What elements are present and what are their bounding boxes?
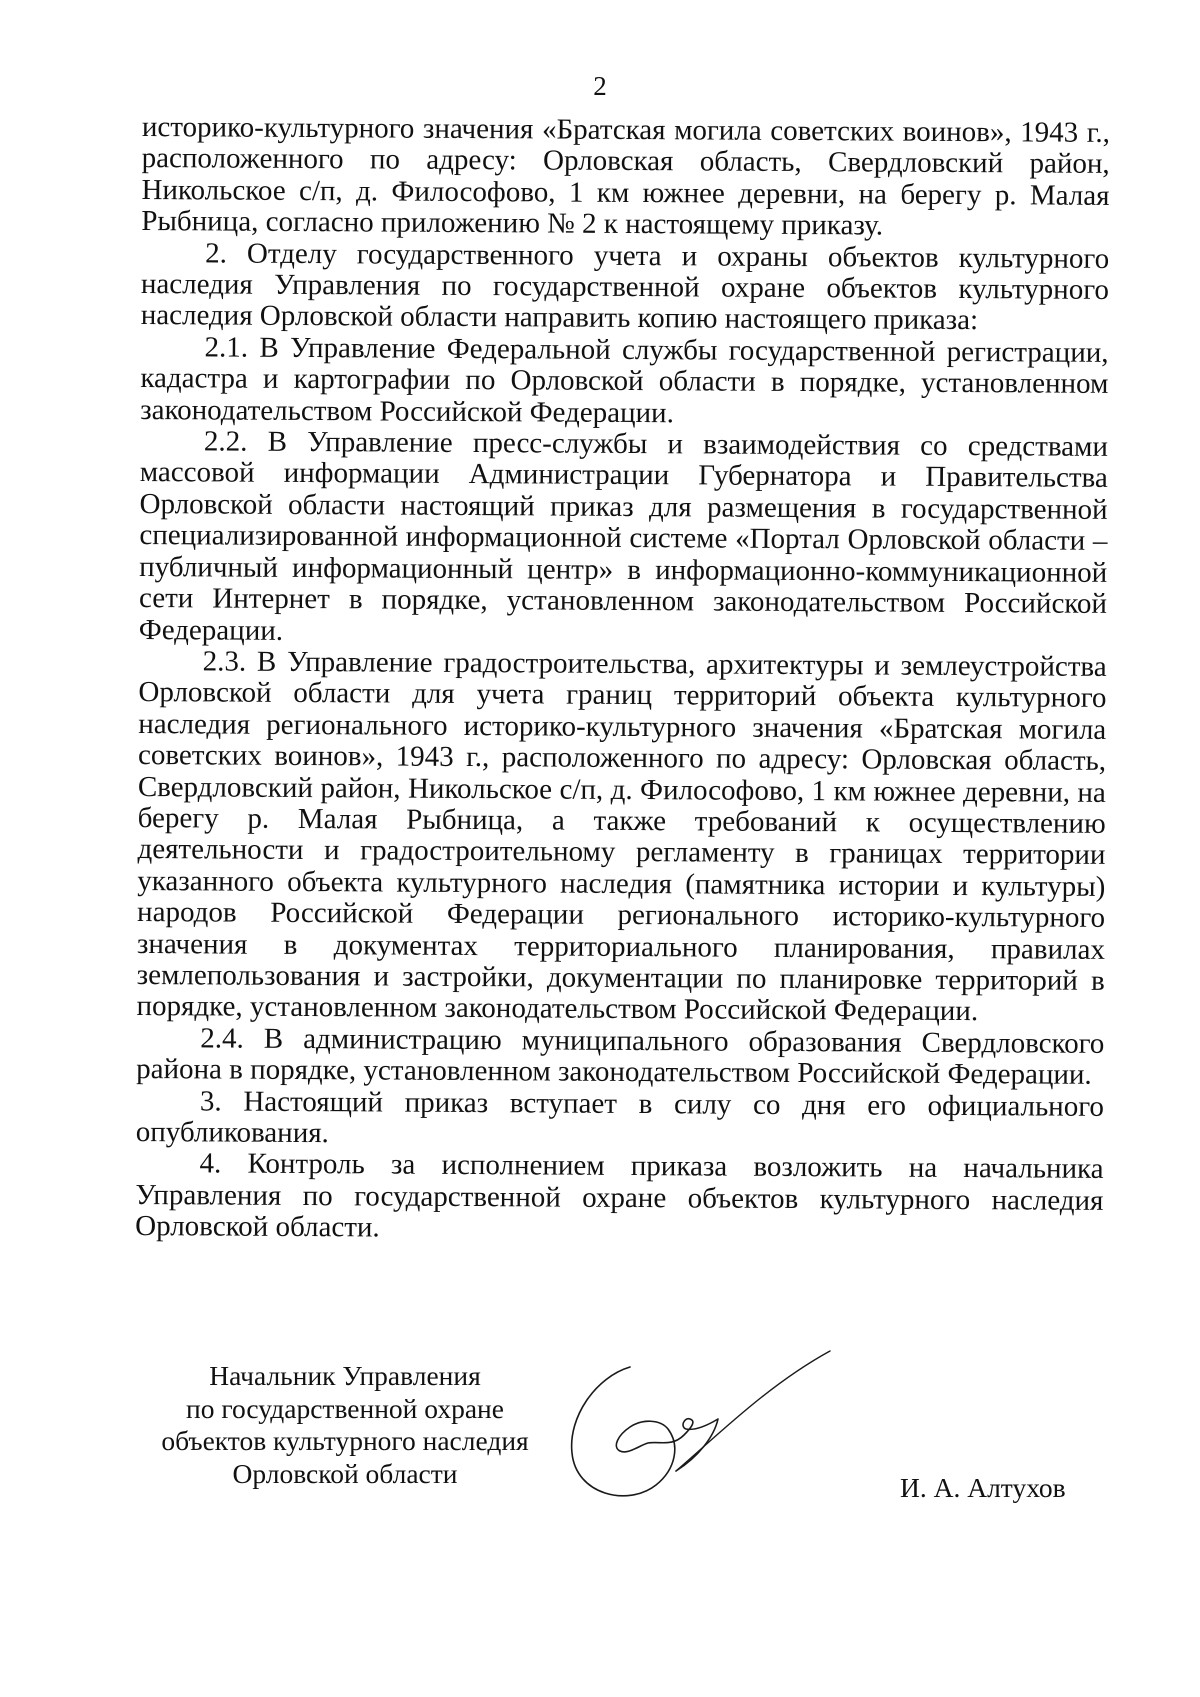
signature-block xyxy=(0,1360,1200,1560)
page-number: 2 xyxy=(593,71,607,101)
paragraph-item-2-1: 2.1. В Управление Федеральной службы государственной регистрации, кадастра и картографии по Орловской области в порядке, установленном законодательством Российской Федерации. xyxy=(140,331,1109,429)
paragraph-item-4: 4. Контроль за исполнением приказа возложить на начальника Управления по государственной охране объектов культурного наследия Орловской области. xyxy=(135,1147,1104,1244)
paragraph-item-3: 3. Настоящий приказ вступает в силу со дня его официального опубликования. xyxy=(135,1084,1105,1150)
paragraph-item-2-3: 2.3. В Управление градостроительства, архитектуры и землеустройства Орловской области для учета границ территорий объекта культурного наследия регионального историко-культурного значения «Братская могила советских воинов», 1943 г., расположенного по адресу: Орловская область, Свердловский район, Никольское с/п, д. Философово, 1 км южнее деревни, на берегу р. Малая Рыбница, а также требований к осуществлению деятельности и градостроительному регламенту в границах территории указанного объекта культурного наследия (памятника истории и культуры) народов Российской Федерации регионального историко-культурного значения в документах территориального планирования, правилах землепользования и застройки, документации по планировке территорий в порядке, установленном законодательством Российской Федерации. xyxy=(136,645,1107,1028)
handwritten-signature xyxy=(568,1345,873,1515)
signer-position-line: Орловской области xyxy=(232,1457,458,1489)
signer-position xyxy=(100,1360,590,1490)
signer-position-line: по государственной охране xyxy=(186,1392,504,1424)
paragraph-item-2-4: 2.4. В администрацию муниципального образования Свердловского района в порядке, установленном законодательством Российской Федерации. xyxy=(136,1022,1105,1092)
document-body xyxy=(135,112,1110,1249)
paragraph-continuation: историко-культурного значения «Братская могила советских воинов», 1943 г., расположенного по адресу: Орловская область, Свердловский район, Никольское с/п, д. Философово, 1 км южнее деревни, на берегу р. Малая Рыбница, согласно приложению № 2 к настоящему приказу. xyxy=(141,111,1110,242)
signer-position-line: объектов культурного наследия xyxy=(161,1425,529,1456)
paragraph-item-2: 2. Отделу государственного учета и охраны объектов культурного наследия Управления по государственной охране объектов культурного наследия Орловской области направить копию настоящего приказа: xyxy=(140,237,1110,337)
paragraph-item-2-2: 2.2. В Управление пресс-службы и взаимодействия со средствами массовой информации Администрации Губернатора и Правительства Орловской области настоящий приказ для размещения в государственной специализированной информационной системе «Портал Орловской области – публичный информационный центр» в информационно-коммуникационной сети Интернет в порядке, установленном законодательством Российской Федерации. xyxy=(138,425,1109,647)
signer-name: И. А. Алтухов xyxy=(900,1472,1066,1503)
signer-position-line: Начальник Управления xyxy=(209,1360,481,1391)
